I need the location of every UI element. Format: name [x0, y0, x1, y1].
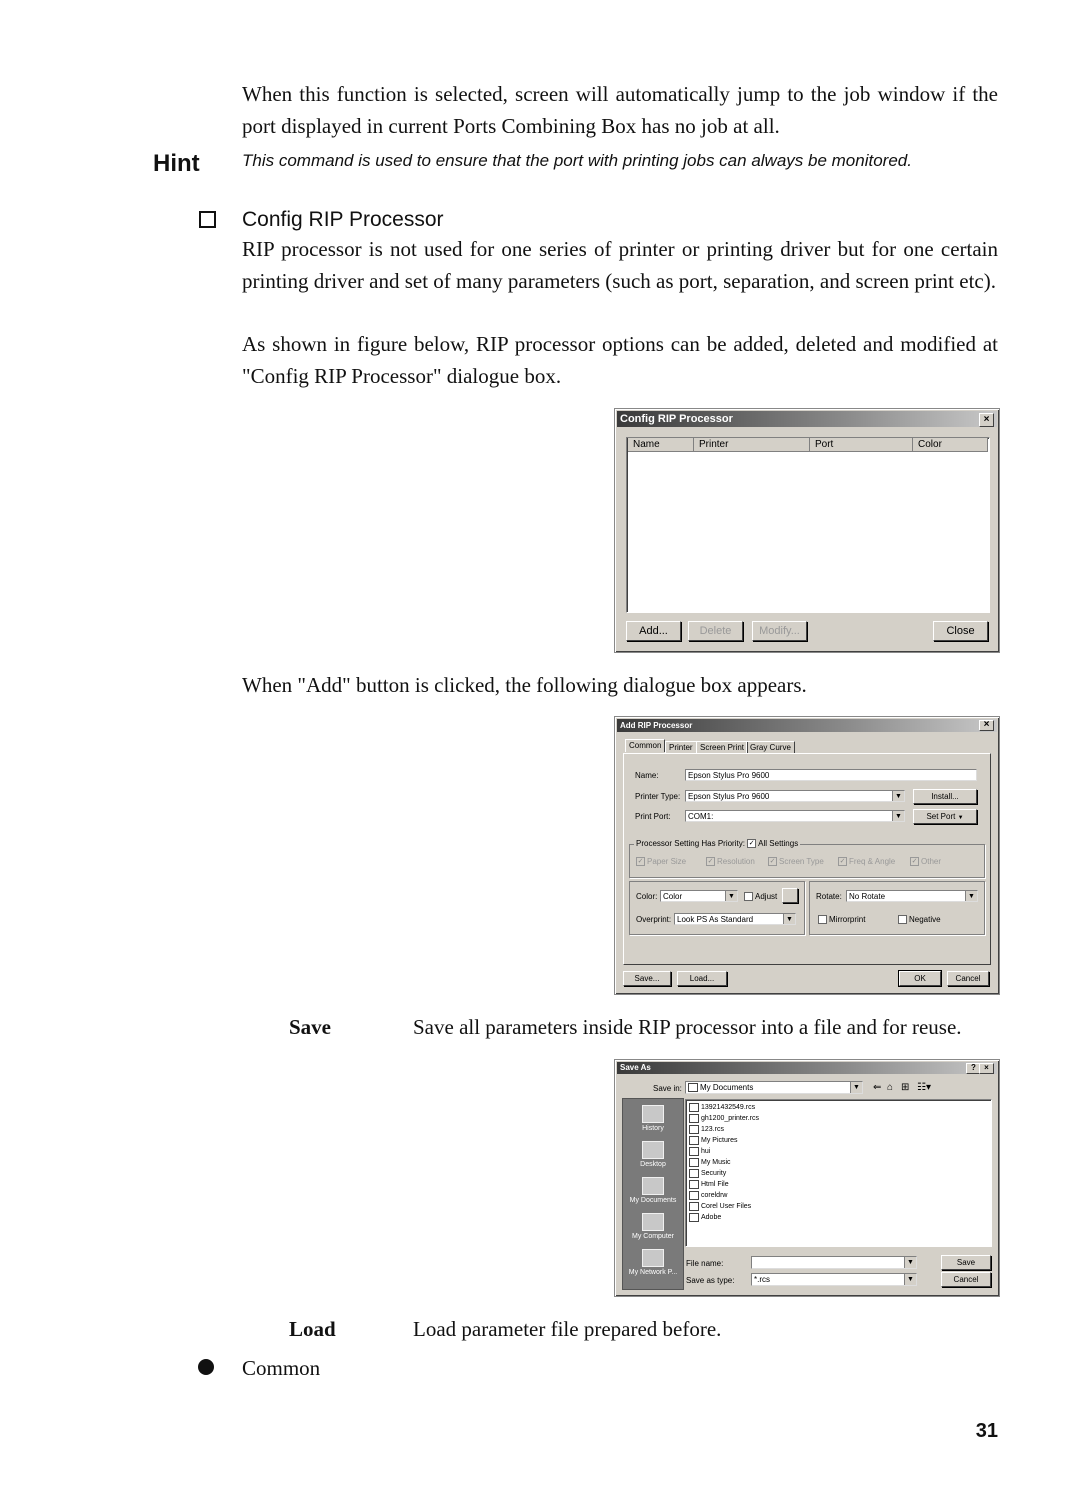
save-as-cancel-button[interactable]: Cancel: [941, 1272, 991, 1287]
color-value: Color: [663, 892, 683, 901]
chevron-down-icon[interactable]: ▼: [965, 891, 977, 901]
section-paragraph-2: As shown in figure below, RIP processor options can be added, deleted and modified at "Config RIP Processor" dialogue box.: [242, 332, 998, 388]
install-button[interactable]: Install...: [913, 789, 977, 804]
rotate-label: Rotate:: [816, 892, 842, 901]
help-icon[interactable]: ?: [966, 1063, 981, 1074]
documents-folder-icon: [642, 1177, 664, 1195]
file-icon: [689, 1114, 699, 1123]
save-button[interactable]: Save...: [623, 971, 671, 986]
adjust-option[interactable]: Adjust: [744, 892, 777, 901]
folder-icon: [689, 1202, 699, 1211]
list-item[interactable]: gh1200_printer.rcs: [689, 1113, 759, 1124]
delete-button[interactable]: Delete: [688, 621, 743, 641]
name-label: Name:: [635, 771, 659, 780]
back-arrow-icon[interactable]: ⇐: [873, 1082, 882, 1093]
add-dialog-titlebar: [617, 719, 997, 732]
add-dialog-title: Add RIP Processor: [620, 721, 693, 730]
load-button[interactable]: Load...: [677, 971, 727, 986]
page-number: 31: [975, 1420, 998, 1442]
column-port[interactable]: Port: [810, 438, 913, 452]
section-paragraph-1: RIP processor is not used for one series of printer or printing driver but for one certain printing driver and set of many parameters (such as port, separation, and screen print etc).: [242, 237, 998, 293]
history-icon: [642, 1105, 664, 1123]
save-as-title: Save As: [620, 1063, 651, 1072]
list-item[interactable]: 123.rcs: [689, 1124, 724, 1135]
checkmark-icon: ✓: [769, 858, 776, 866]
rotate-select[interactable]: [846, 890, 978, 902]
folder-icon: [688, 1083, 698, 1092]
overprint-select[interactable]: [674, 913, 796, 925]
hint-label: Hint: [153, 150, 200, 177]
save-in-value: My Documents: [700, 1083, 754, 1092]
color-label: Color:: [636, 892, 658, 901]
save-description: Save all parameters inside RIP processor into a file and for reuse.: [413, 1015, 962, 1039]
printer-type-value: Epson Stylus Pro 9600: [688, 792, 770, 801]
places-my-computer[interactable]: My Computer: [623, 1213, 683, 1240]
places-bar: [622, 1098, 684, 1290]
load-description: Load parameter file prepared before.: [413, 1317, 722, 1341]
list-item[interactable]: 13921432549.rcs: [689, 1102, 755, 1113]
computer-icon: [642, 1213, 664, 1231]
print-port-value: COM1:: [688, 812, 714, 821]
folder-icon: [689, 1213, 699, 1222]
folder-icon: [689, 1169, 699, 1178]
ok-button[interactable]: OK: [899, 971, 941, 986]
modify-button[interactable]: Modify...: [752, 621, 807, 641]
bullet-dot-icon: [198, 1359, 214, 1375]
tab-gray-curve[interactable]: Gray Curve: [746, 741, 795, 754]
file-icon: [689, 1125, 699, 1134]
folder-icon: [689, 1180, 699, 1189]
save-as-save-button[interactable]: Save: [941, 1255, 991, 1270]
chevron-down-icon[interactable]: ▼: [850, 1082, 862, 1093]
close-icon[interactable]: ×: [979, 1063, 994, 1074]
tab-screen-print[interactable]: Screen Print: [696, 741, 748, 754]
rotate-value: No Rotate: [849, 892, 886, 901]
chevron-down-icon[interactable]: ▼: [892, 791, 904, 801]
folder-icon: [689, 1158, 699, 1167]
checkmark-icon: ✓: [839, 858, 846, 866]
add-button[interactable]: Add...: [626, 621, 681, 641]
mirrorprint-option[interactable]: Mirrorprint: [818, 915, 865, 924]
chevron-down-icon[interactable]: ▼: [904, 1274, 916, 1285]
close-icon[interactable]: ×: [979, 720, 994, 731]
up-folder-icon[interactable]: ⌂: [887, 1082, 894, 1093]
rotate-group: [809, 881, 985, 935]
savetype-value: *.rcs: [754, 1275, 770, 1284]
folder-icon: [689, 1147, 699, 1156]
desktop-icon: [642, 1141, 664, 1159]
add-rip-dialog: [614, 716, 1000, 995]
color-group: [629, 881, 805, 935]
close-button[interactable]: Close: [933, 621, 988, 641]
screen-type-option: ✓ Screen Type: [769, 857, 824, 866]
cancel-button[interactable]: Cancel: [947, 971, 989, 986]
config-dialog-title: Config RIP Processor: [620, 413, 733, 425]
list-item[interactable]: Html File: [689, 1179, 729, 1190]
priority-group: [629, 839, 985, 878]
checkbox-empty-icon: [199, 211, 216, 228]
checkmark-icon[interactable]: ✓: [748, 840, 755, 848]
filename-input[interactable]: [751, 1256, 917, 1269]
checkmark-icon: ✓: [637, 858, 644, 866]
list-item[interactable]: coreldrw: [689, 1190, 727, 1201]
checkmark-icon: ✓: [707, 858, 714, 866]
file-icon: [689, 1103, 699, 1112]
checkbox-icon[interactable]: [898, 915, 907, 924]
folder-icon: [689, 1191, 699, 1200]
load-term: Load: [289, 1317, 336, 1341]
chevron-down-icon[interactable]: ▼: [783, 914, 795, 924]
checkbox-icon[interactable]: [818, 915, 827, 924]
folder-icon: [689, 1136, 699, 1145]
checkbox-icon[interactable]: [744, 892, 753, 901]
intro-paragraph: When this function is selected, screen will automatically jump to the job window if the port displayed in current Ports Combining Box has no job at all.: [242, 82, 998, 138]
other-option: ✓ Other: [911, 857, 942, 866]
color-select[interactable]: [660, 890, 738, 902]
resolution-option: ✓ Resolution: [707, 857, 755, 866]
overprint-label: Overprint:: [636, 915, 672, 924]
printer-type-select[interactable]: [685, 790, 905, 802]
list-item[interactable]: Corel User Files: [689, 1201, 751, 1212]
set-port-label: Set Port: [926, 812, 956, 821]
file-list[interactable]: [685, 1099, 992, 1247]
printer-type-label: Printer Type:: [635, 792, 681, 801]
chevron-down-icon: ▼: [957, 815, 964, 821]
chevron-down-icon[interactable]: ▼: [892, 811, 904, 821]
close-icon[interactable]: ×: [979, 413, 994, 427]
config-rip-dialog: [614, 408, 1000, 653]
new-folder-icon[interactable]: ⊞: [901, 1082, 910, 1093]
save-as-titlebar: [617, 1062, 997, 1074]
set-port-button[interactable]: [913, 809, 977, 824]
negative-option[interactable]: Negative: [898, 915, 941, 924]
tab-printer[interactable]: Printer: [665, 741, 697, 754]
column-color[interactable]: Color: [913, 438, 988, 452]
places-my-network[interactable]: My Network P...: [623, 1249, 683, 1276]
freq-angle-option: ✓ Freq & Angle: [839, 857, 896, 866]
tab-common[interactable]: Common: [625, 739, 665, 752]
savetype-label: Save as type:: [686, 1276, 735, 1285]
savetype-select[interactable]: [751, 1273, 917, 1286]
priority-group-title: [634, 839, 800, 848]
name-field[interactable]: Epson Stylus Pro 9600: [685, 769, 977, 781]
adjust-button[interactable]: [782, 888, 798, 903]
places-my-documents[interactable]: My Documents: [623, 1177, 683, 1204]
list-item[interactable]: My Pictures: [689, 1135, 738, 1146]
list-item[interactable]: My Music: [689, 1157, 731, 1168]
checkmark-icon: ✓: [911, 858, 918, 866]
save-as-dialog: [614, 1059, 1000, 1297]
places-desktop[interactable]: Desktop: [623, 1141, 683, 1168]
priority-label: Processor Setting Has Priority:: [636, 839, 745, 848]
add-caption: When "Add" button is clicked, the following dialogue box appears.: [242, 673, 807, 697]
places-history[interactable]: History: [623, 1105, 683, 1132]
hint-text: This command is used to ensure that the port with printing jobs can always be monitored.: [242, 151, 912, 170]
list-item[interactable]: hui: [689, 1146, 710, 1157]
column-name[interactable]: Name: [628, 438, 694, 452]
view-menu-icon[interactable]: ☷▾: [917, 1082, 931, 1093]
save-in-select[interactable]: [685, 1081, 863, 1094]
section-heading: Config RIP Processor: [242, 208, 444, 231]
all-settings-label: All Settings: [758, 839, 799, 848]
save-term: Save: [289, 1015, 331, 1039]
print-port-select[interactable]: [685, 810, 905, 822]
processor-list[interactable]: [626, 437, 990, 613]
filename-label: File name:: [686, 1259, 724, 1268]
list-item[interactable]: Security: [689, 1168, 726, 1179]
save-in-label: Save in:: [653, 1084, 682, 1093]
chevron-down-icon[interactable]: ▼: [904, 1257, 916, 1268]
chevron-down-icon[interactable]: ▼: [725, 891, 737, 901]
overprint-value: Look PS As Standard: [677, 915, 754, 924]
paper-size-option: ✓ Paper Size: [637, 857, 687, 866]
network-icon: [642, 1249, 664, 1267]
config-dialog-titlebar: [617, 411, 997, 427]
list-item[interactable]: Adobe: [689, 1212, 721, 1223]
column-printer[interactable]: Printer: [694, 438, 810, 452]
print-port-label: Print Port:: [635, 812, 671, 821]
common-label: Common: [242, 1356, 321, 1380]
